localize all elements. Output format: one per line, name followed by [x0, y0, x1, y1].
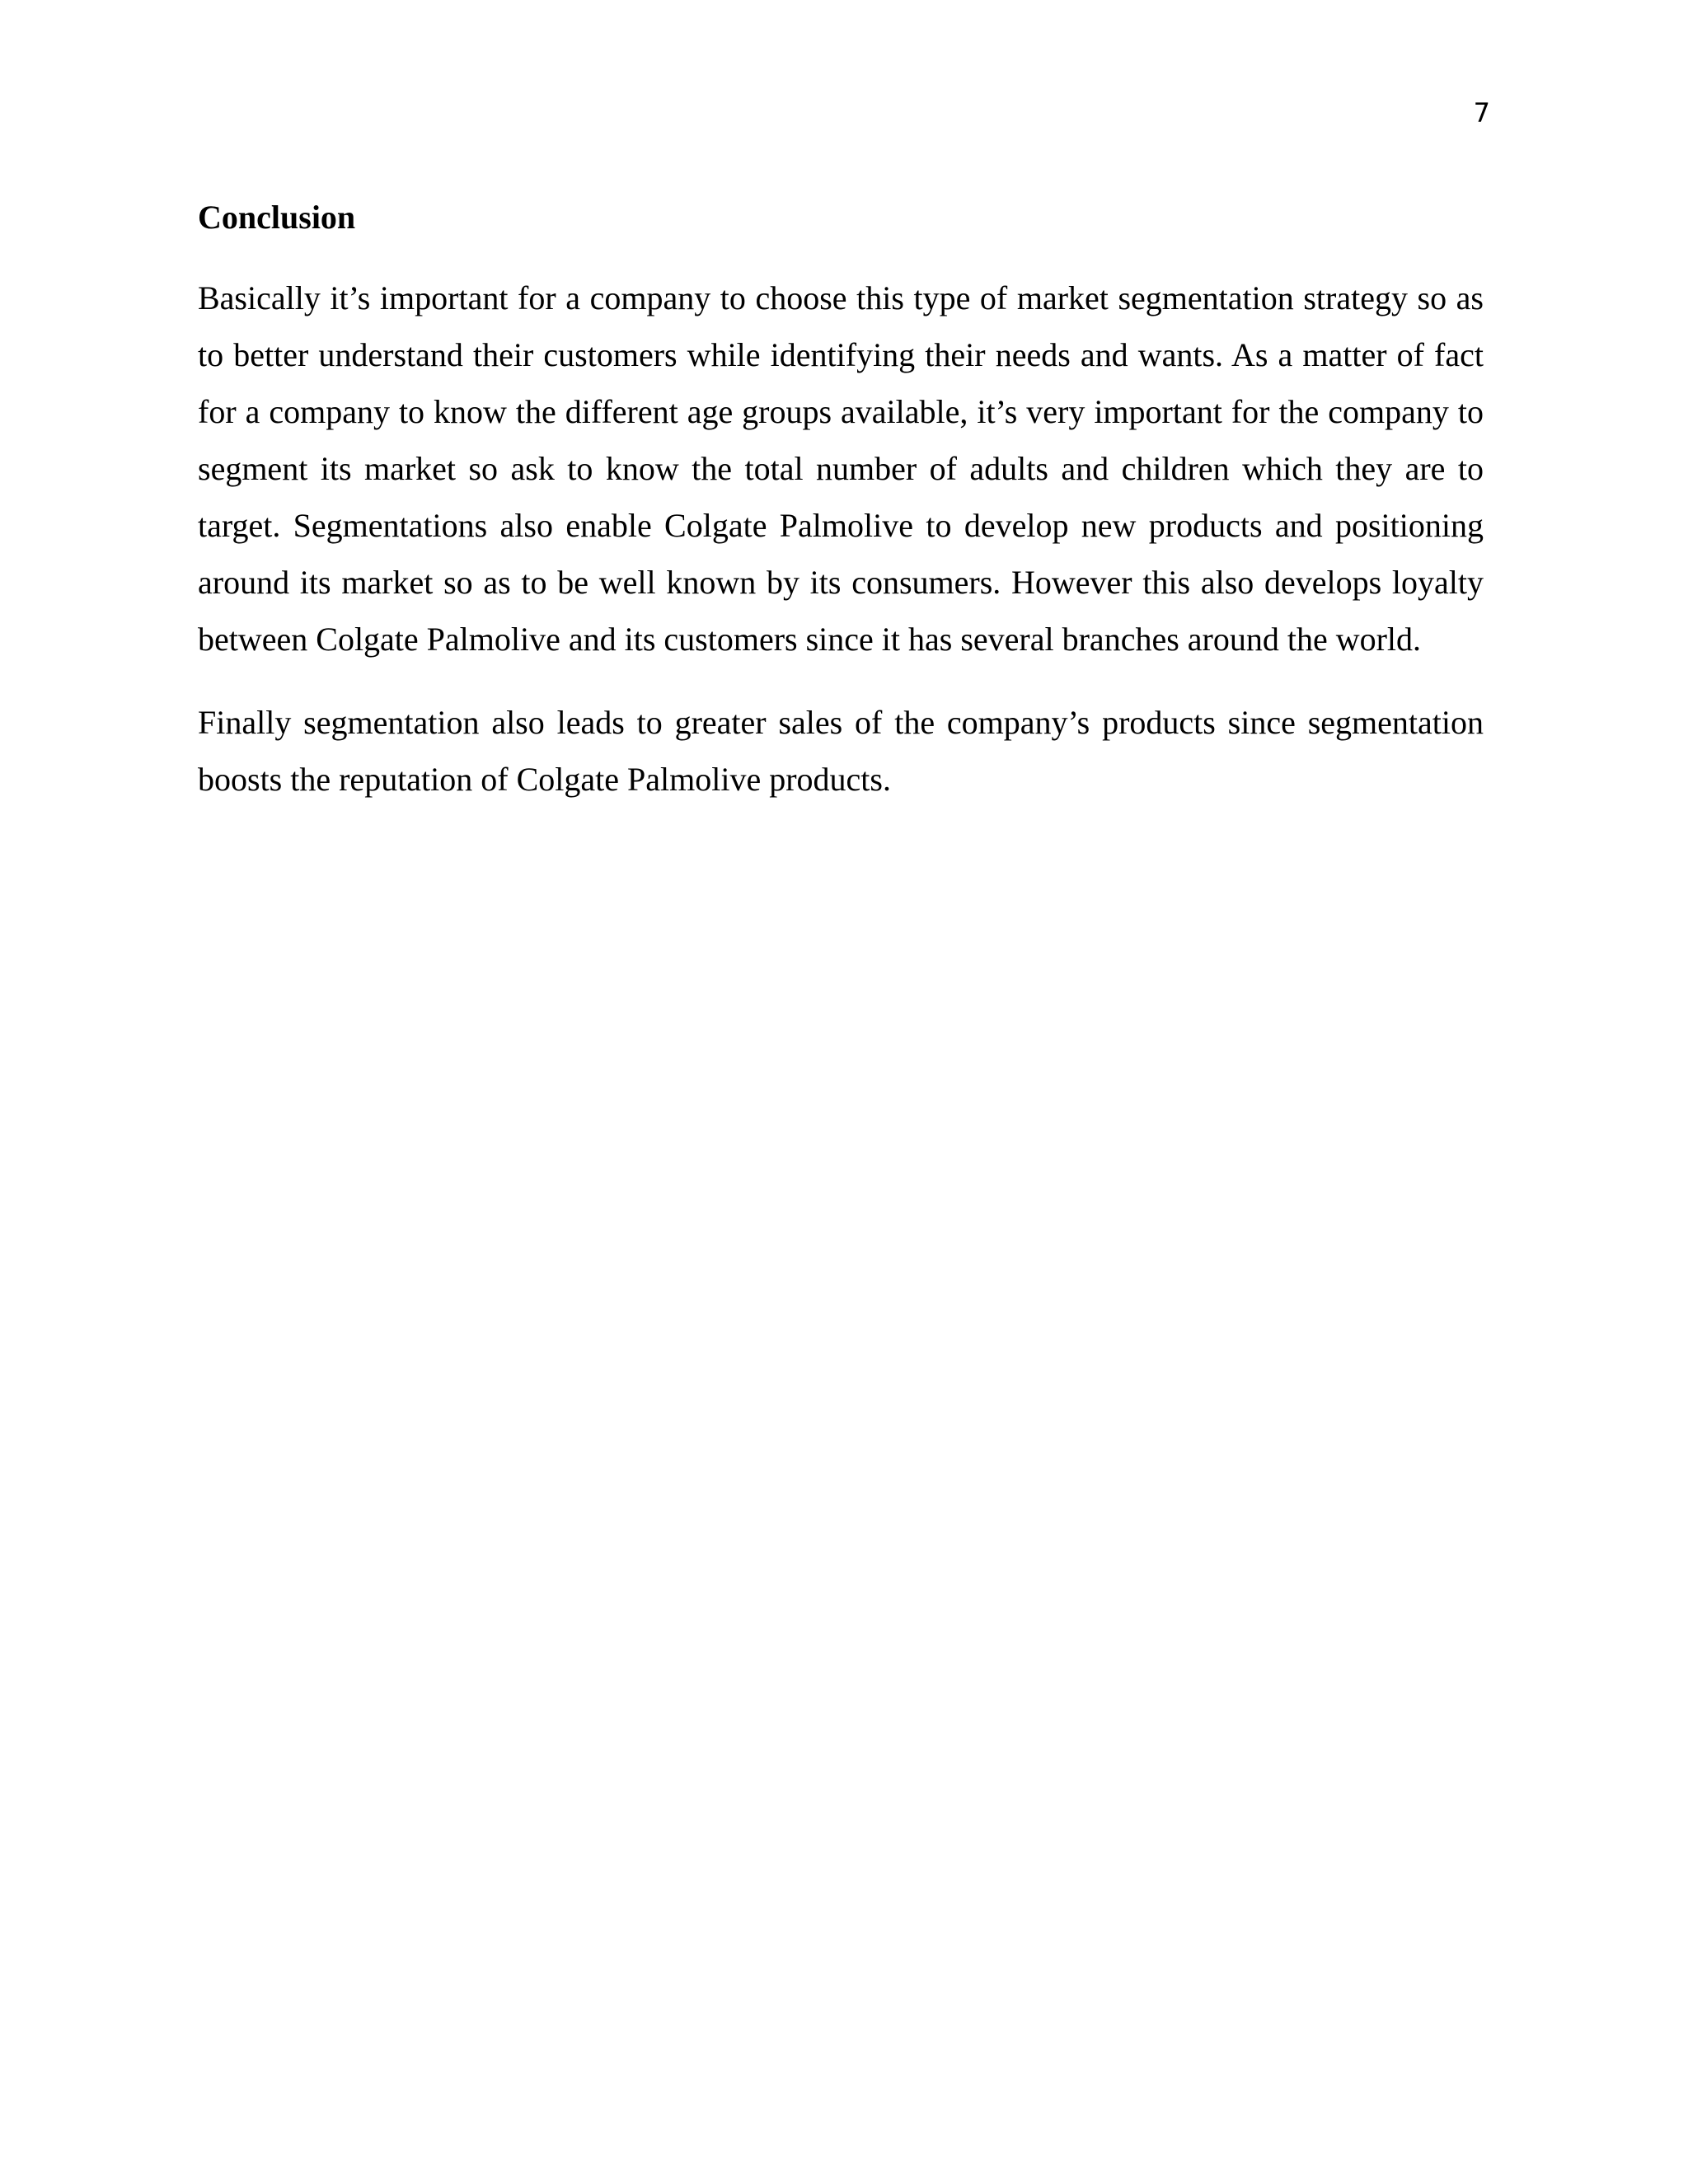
paragraph-2: Finally segmentation also leads to greater sales of the company’s products since segmentation boosts the reputation of Colgate Palmolive products.	[198, 704, 1484, 798]
paragraph-1: Basically it’s important for a company to choose this type of market segmentation strategy so as to better understand their customers while identifying their needs and wants. As a matter of fact for a company to know the different age groups available, it’s very important for the company to segment its market so ask to know the total number of adults and children which they are to target. Segmentations also enable Colgate Palmolive to develop new products and positioning around its market so as to be well known by its consumers. However this also develops loyalty between Colgate Palmolive and its customers since it has several branches around the world.	[198, 279, 1484, 658]
section-heading: Conclusion	[198, 199, 356, 236]
section-body	[198, 194, 1484, 834]
page-number: 7	[1473, 97, 1490, 129]
